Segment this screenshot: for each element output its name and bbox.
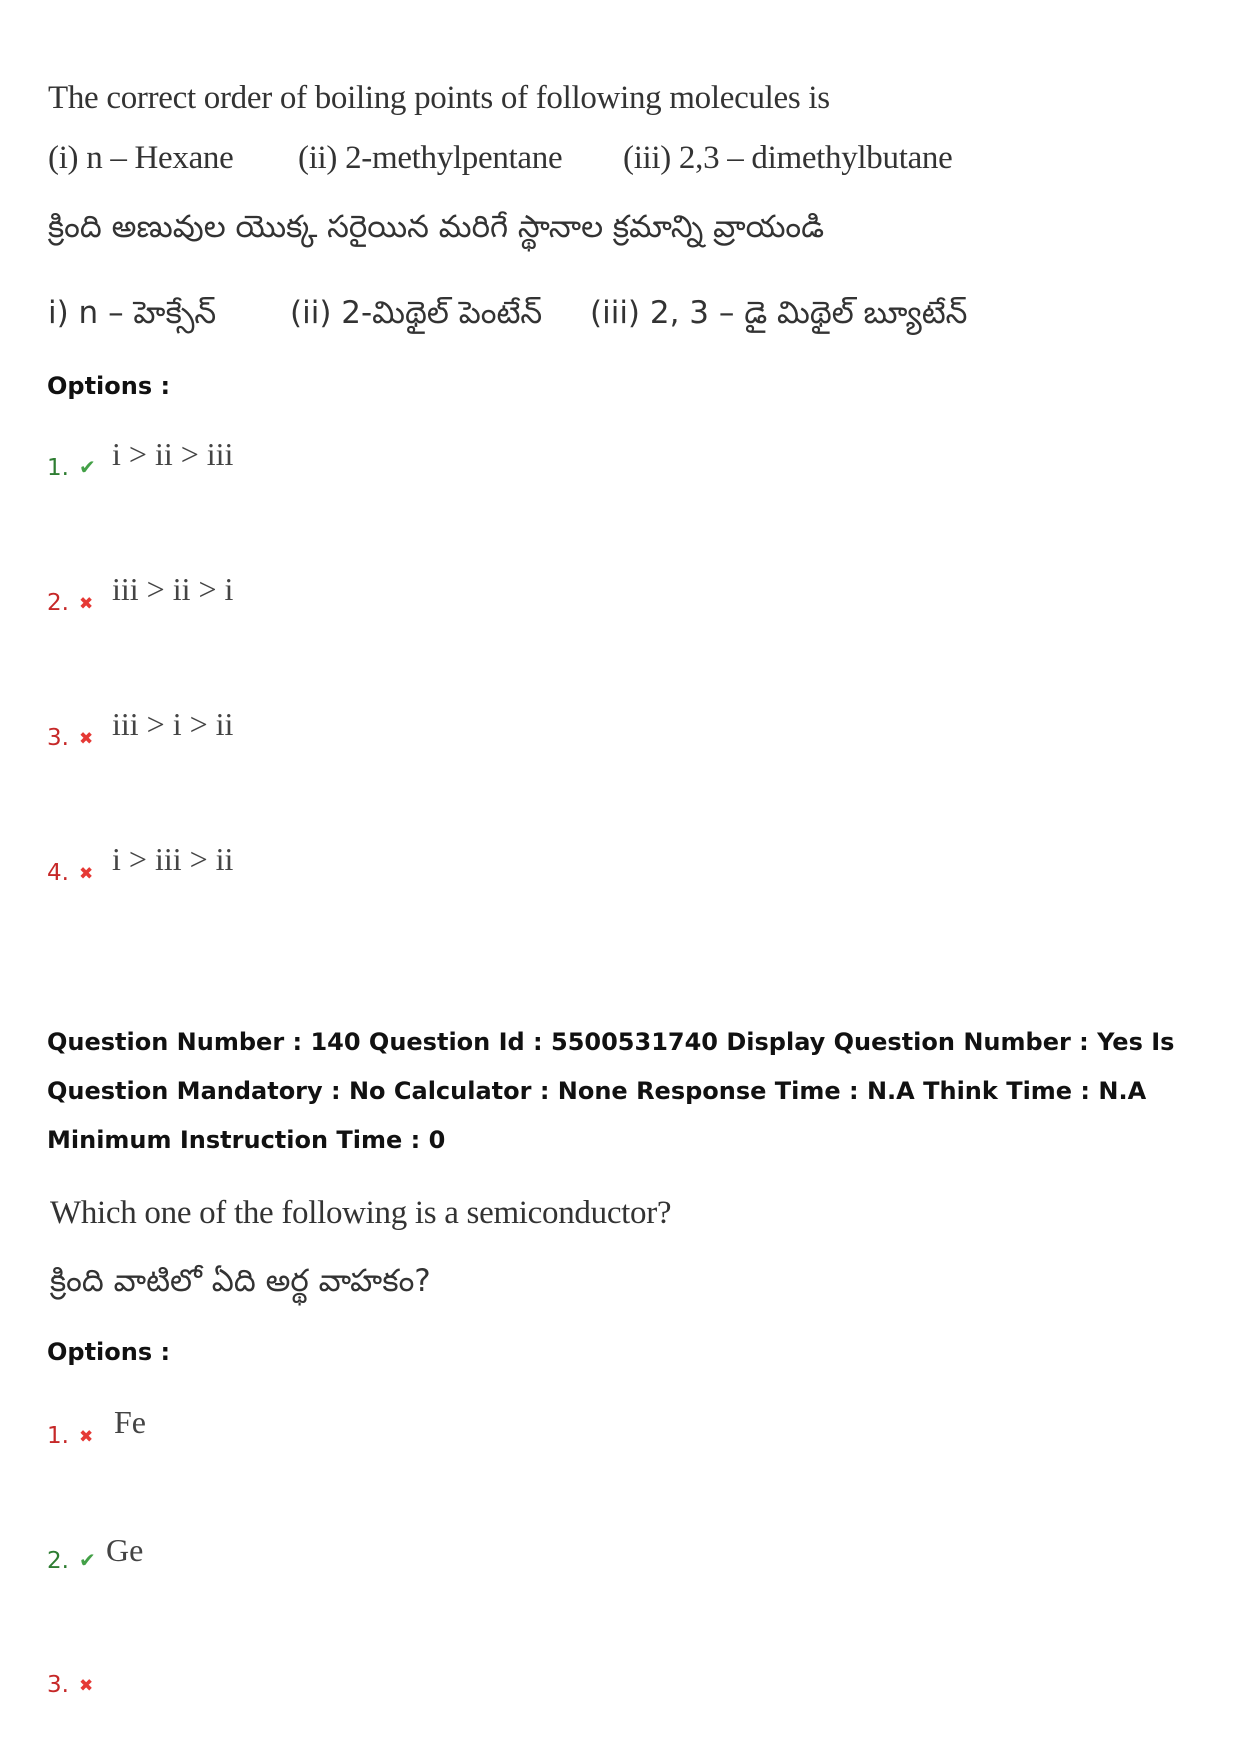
check-icon: ✔	[78, 457, 96, 479]
option-text: Fe	[114, 1404, 146, 1440]
option-number: 2.	[47, 1548, 69, 1574]
option-text: Ge	[106, 1532, 144, 1568]
option-number: 2.	[47, 590, 69, 616]
option-row	[47, 725, 93, 751]
option-row	[47, 1548, 96, 1574]
cross-icon: ✖	[78, 1676, 94, 1695]
cross-icon: ✖	[78, 729, 94, 748]
options-heading: Options :	[47, 372, 171, 400]
option-number: 1.	[47, 1423, 69, 1449]
molecule-item-2: (ii) 2-methylpentane	[298, 140, 563, 176]
cross-icon: ✖	[78, 1427, 94, 1446]
molecule-item-te-1: i) n – హెక్సేన్	[48, 295, 217, 331]
option-number: 4.	[47, 860, 69, 886]
molecule-item-te-3: (iii) 2, 3 – డై మిథైల్ బ్యూటేన్	[590, 295, 968, 331]
option-row	[47, 590, 93, 616]
option-row	[47, 1423, 93, 1449]
option-row	[47, 860, 93, 886]
option-text: iii > i > ii	[112, 706, 234, 742]
check-icon: ✔	[78, 1550, 96, 1572]
molecule-item-te-2: (ii) 2-మిథైల్ పెంటేన్	[290, 295, 543, 331]
option-row	[47, 455, 96, 481]
molecule-item-1: (i) n – Hexane	[48, 140, 234, 176]
option-number: 3.	[47, 725, 69, 751]
option-number: 1.	[47, 455, 69, 481]
option-number: 3.	[47, 1672, 69, 1698]
cross-icon: ✖	[78, 864, 94, 883]
options-heading: Options :	[47, 1338, 171, 1366]
option-row	[47, 1672, 93, 1698]
question-text-en: Which one of the following is a semiconductor?	[50, 1195, 672, 1231]
option-text: iii > ii > i	[112, 571, 234, 607]
question-text-en: The correct order of boiling points of following molecules is	[48, 80, 830, 116]
molecule-item-3: (iii) 2,3 – dimethylbutane	[623, 140, 953, 176]
question-text-te: క్రింది అణువుల యొక్క సరైయిన మరిగే స్థానాల క్రమాన్ని వ్రాయండి	[48, 209, 825, 245]
option-text: i > ii > iii	[112, 436, 234, 472]
option-text: i > iii > ii	[112, 841, 234, 877]
question-text-te: క్రింది వాటిలో ఏది అర్థ వాహకం?	[50, 1263, 431, 1299]
question-meta: Question Number : 140 Question Id : 5500531740 Display Question Number : Yes Is Question Mandatory : No Calculator : None Response Time : N.A Think Time : N.A Minimum Instruction Time : 0	[47, 1028, 1175, 1154]
cross-icon: ✖	[78, 594, 94, 613]
